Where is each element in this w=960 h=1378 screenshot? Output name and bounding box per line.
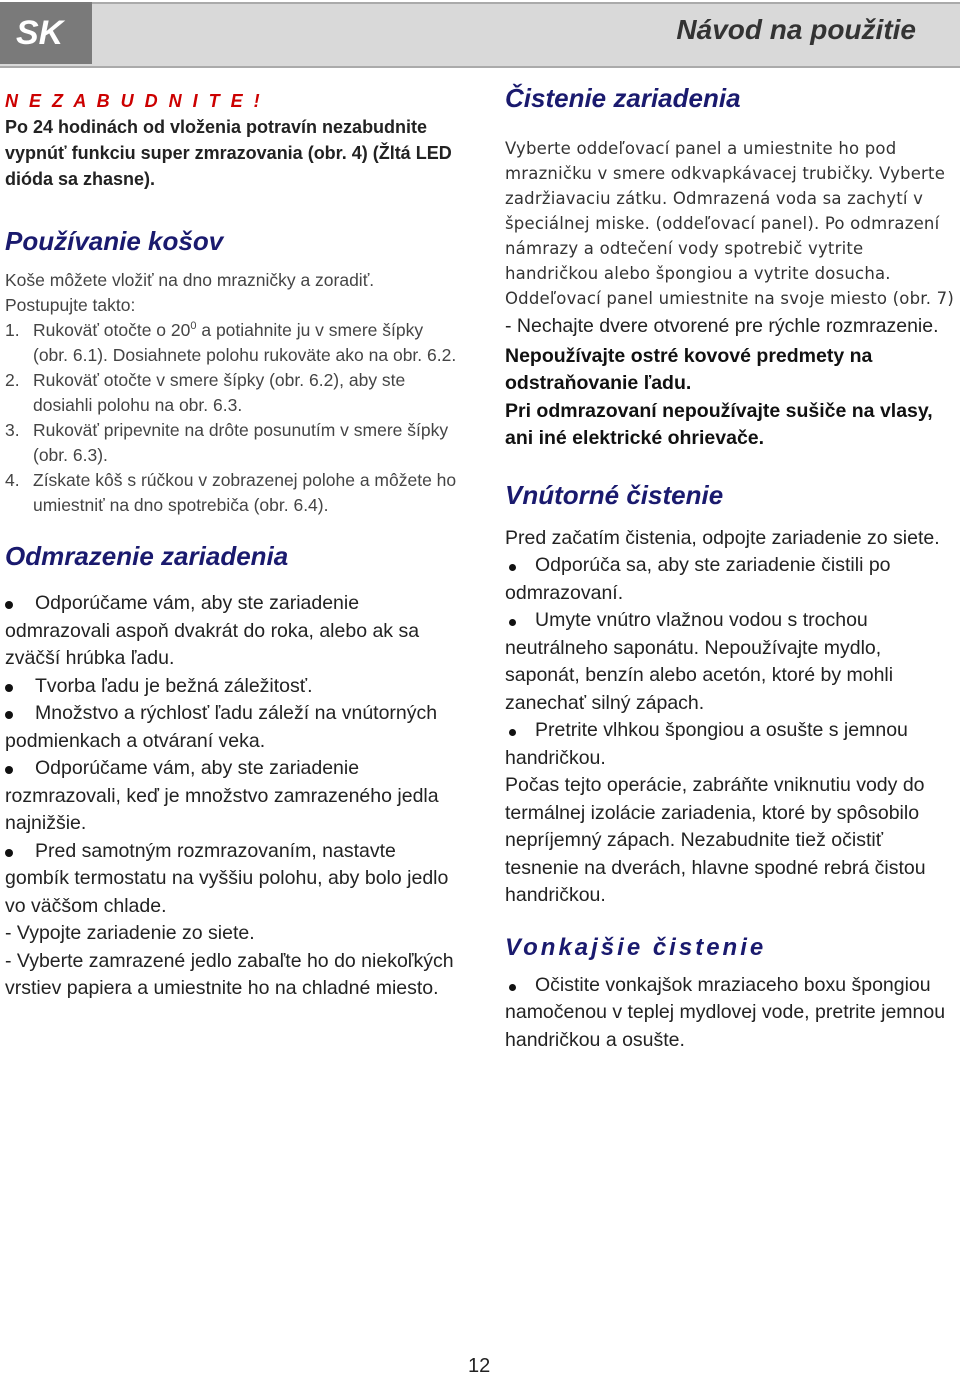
list-item-text: Pred samotným rozmrazovaním, nastavte gombík termostatu na vyššiu polohu, aby bolo jedlo vo väčšom chlade. [5, 839, 449, 917]
outer-cleaning-bullets [505, 972, 955, 1055]
cleaning-warning-2: Pri odmrazovaní nepoužívajte sušiče na vlasy, ani iné elektrické ohrievače. [505, 399, 933, 449]
step-item [5, 318, 460, 368]
outer-cleaning-title: Vonkajšie čistenie [505, 933, 767, 961]
step-text: Rukoväť pripevnite na drôte posunutím v smere šípky (obr. 6.3). [33, 420, 449, 465]
list-item-text: Tvorba ľadu je bežná záležitosť. [35, 674, 313, 697]
step-number: 1. [5, 320, 20, 340]
step-number: 3. [5, 420, 20, 440]
left-column [5, 80, 460, 1003]
list-item [5, 755, 460, 838]
step-number: 2. [5, 370, 20, 390]
list-item [5, 700, 460, 755]
list-item-text: Odporúčame vám, aby ste zariadenie rozmrazovali, keď je množstvo zamrazeného jedla najnižšie. [5, 757, 439, 834]
bullet-icon [509, 729, 516, 736]
list-item [505, 607, 955, 717]
inner-cleaning-outro: Počas tejto operácie, zabráňte vniknutiu vody do termálnej izolácie zariadenia, ktoré by spôsobilo nepríjemný zápach. Nezabudnite tiež očistiť tesnenie na dverách, hlavne spodné rebrá čistou handričkou. [505, 774, 926, 906]
bullet-icon [5, 849, 13, 857]
warning-heading: N E Z A B U D N I T E ! [5, 91, 263, 111]
cleaning-paragraph: Vyberte oddeľovací panel a umiestnite ho pod mrazničku v smere odkvapkávacej trubičky. Vyberte zadržiavaciu zátku. Odmrazená voda sa zachytí v špeciálnej miske. (oddeľovací panel). Po odmrazení námrazy a odtečení vody spotrebič vytrite handričkou alebo špongiou a vytrite dosucha. Oddeľovací panel umiestnite na svoje miesto (obr. 7) [505, 139, 954, 308]
list-item [5, 673, 460, 701]
defrost-dash-2: - Vyberte zamrazené jedlo zabaľte ho do niekoľkých vrstiev papiera a umiestnite ho na chladné miesto. [5, 949, 454, 999]
bullet-icon [5, 601, 13, 609]
list-item-text: Umyte vnútro vlažnou vodou s trochou neutrálneho saponátu. Nepoužívajte mydlo, saponát, benzín alebo acetón, ktoré by mohli zanechať silný zápach. [505, 609, 894, 714]
baskets-steps [5, 318, 460, 518]
list-item [505, 552, 955, 607]
list-item-text: Pretrite vlhkou špongiou a osušte s jemnou handričkou. [505, 719, 908, 769]
defrost-title: Odmrazenie zariadenia [5, 541, 289, 571]
inner-cleaning-intro: Pred začatím čistenia, odpojte zariadenie zo siete. [505, 526, 940, 549]
cleaning-dash: - Nechajte dvere otvorené pre rýchle rozmrazenie. [505, 315, 939, 337]
bullet-icon [509, 564, 516, 571]
cleaning-warning-1: Nepoužívajte ostré kovové predmety na odstraňovanie ľadu. [505, 344, 873, 394]
baskets-intro: Koše môžete vložiť na dno mrazničky a zoradiť. Postupujte takto: [5, 270, 375, 315]
baskets-title: Používanie košov [5, 226, 224, 256]
right-column [505, 80, 955, 1054]
list-item [505, 972, 955, 1055]
bullet-icon [509, 619, 516, 626]
bullet-icon [5, 711, 13, 719]
manual-title: Návod na použitie [676, 14, 916, 45]
warning-text: Po 24 hodinách od vloženia potravín nezabudnite vypnúť funkciu super zmrazovania (obr. 4) (Žltá LED dióda sa zhasne). [5, 117, 452, 189]
step-item [5, 368, 460, 418]
list-item [5, 838, 460, 921]
step-item [5, 418, 460, 468]
step-number: 4. [5, 470, 20, 490]
inner-cleaning-title: Vnútorné čistenie [505, 479, 724, 510]
defrost-dash-1: - Vypojte zariadenie zo siete. [5, 922, 255, 944]
step-text-cont: a potiahnite ju v smere šípky (obr. 6.1). Dosiahnete polohu rukoväte ako na obr. 6.2. [33, 320, 457, 365]
list-item [5, 590, 460, 673]
list-item-text: Očistite vonkajšok mraziaceho boxu špongiou namočenou v teplej mydlovej vode, pretrite jemnou handričkou a osušte. [505, 973, 946, 1051]
list-item-text: Odporúča sa, aby ste zariadenie čistili po odmrazovaní. [505, 554, 891, 604]
list-item-text: Odporúčame vám, aby ste zariadenie odmrazovali aspoň dvakrát do roka, alebo ak sa zväčší hrúbka ľadu. [5, 592, 420, 669]
defrost-bullets [5, 590, 460, 920]
bullet-icon [5, 684, 13, 692]
page-number: 12 [468, 1355, 491, 1377]
step-text: Rukoväť otočte v smere šípky (obr. 6.2), aby ste dosiahli polohu na obr. 6.3. [33, 370, 406, 415]
step-text: Získate kôš s rúčkou v zobrazenej polohe a môžete ho umiestniť na dno spotrebiča (obr. 6.4). [33, 470, 457, 515]
bullet-icon [509, 984, 516, 991]
page-header [0, 0, 960, 70]
inner-cleaning-bullets [505, 552, 955, 772]
language-code: SK [0, 2, 92, 64]
cleaning-title: Čistenie zariadenia [505, 83, 741, 113]
list-item-text: Množstvo a rýchlosť ľadu záleží na vnútorných podmienkach a otváraní veka. [5, 702, 438, 752]
step-text: Rukoväť otočte o 20 [33, 320, 191, 340]
list-item [505, 717, 955, 772]
bullet-icon [5, 766, 13, 774]
step-item [5, 468, 460, 518]
degree-superscript: 0 [190, 320, 197, 333]
